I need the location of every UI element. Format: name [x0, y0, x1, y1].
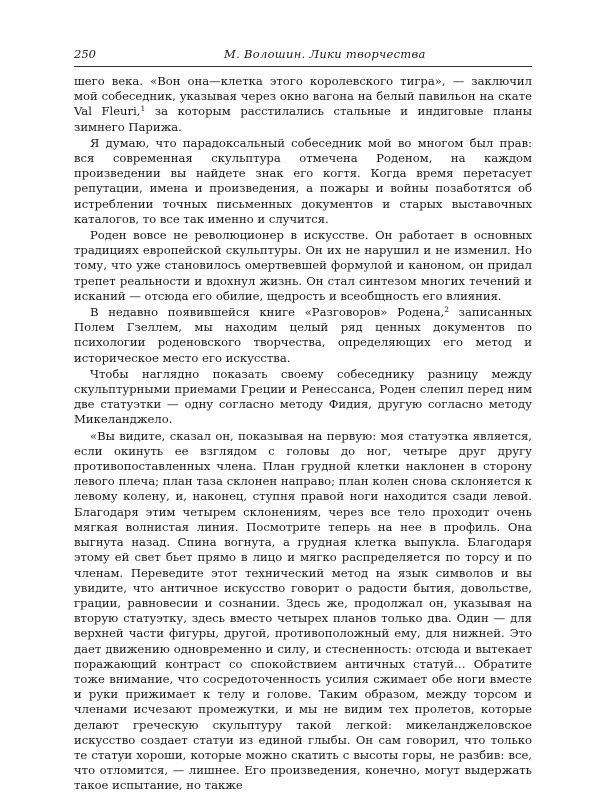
- page-header: [74, 44, 532, 67]
- footnote-marker: 1: [140, 104, 146, 114]
- paragraph: Чтобы наглядно показать своему собеседнику разницу между скульптурными приемами Греции и Ренессанса, Роден слепил перед ним две статуэтки — одну согласно методу Фидия, другую согласно методу Микеланджело.: [74, 366, 532, 427]
- running-title: М. Волошин. Лики творчества: [224, 47, 426, 61]
- footnote-marker: 2: [444, 305, 449, 315]
- paragraph: Роден вовсе не революционер в искусстве. Он работает в основных традициях европейской скульптуры. Он их не нарушил и не изменил. Но тому, что уже становилось омертвевшей формулой и каноном, он придал трепет реальности и вдохнул жизнь. Он стал синтезом многих течений и исканий — отсюда его обилие, щедрость и всеобщность его влияния.: [74, 228, 532, 303]
- page-number: 250: [74, 47, 96, 61]
- paragraph: В недавно появившейся книге «Разговоров» Родена,$^2$ записанных Полем Гзеллем, мы находим целый ряд ценных документов по психологии роденовского творчества, определяющих его метод и историческое место его искусства.: [74, 305, 532, 365]
- body-text: [74, 74, 532, 795]
- paragraph: шего века. «Вон она—клетка этого королевского тигра», — заключил мой собеседник, указывая через окно вагона на белый павильон на скате Val Fleuri,$^1$ за которым расстилались стальные и индиговые планы зимнего Парижа.: [74, 74, 532, 134]
- paragraph: Я думаю, что парадоксальный собеседник мой во многом был прав: вся современная скульптура отмечена Роденом, на каждом произведении вы найдете знак его когтя. Когда время перетасует репутации, имена и произведения, а пожары и войны позаботятся об истреблении точных письменных документов и старых выставочных каталогов, то все так именно и случится.: [74, 135, 532, 226]
- paragraph: «Вы видите, сказал он, показывая на первую: моя статуэтка является, если окинуть ее взглядом с головы до ног, четыре друг другу противопоставленных члена. План грудной клетки наклонен в сторону левого плеча; план таза склонен направо; план колен снова склоняется к левому колену, и, наконец, ступня правой ноги находится сзади левой. Благодаря этим четырем склонениям, через все тело проходит очень мягкая волнистая линия. Посмотрите теперь на нее в профиль. Она выгнута назад. Спина вогнута, а грудная клетка выпукла. Благодаря этому ей свет бьет прямо в лицо и мягко распределяется по торсу и по членам. Переведите этот технический метод на язык символов и вы увидите, что античное искусство говорит о радости бытия, довольстве, грации, равновесии и сознании. Здесь же, продолжал он, указывая на вторую статуэтку, здесь вместо четырех планов только два. Один — для верхней части фигуры, другой, противоположный ему, для нижней. Это дает движению одновременно и силу, и стесненность: отсюда и вытекает поражающий контраст со спокойствием античных статуй… Обратите тоже внимание, что сосредоточенность усилия сжимает обе ноги вместе и руки прижимает к телу и голове. Таким образом, между торсом и членами исчезают промежутки, и мы не видим тех пролетов, которые делают греческую скульптуру такой легкой: микеланджеловское искусство создает статуи из единой глыбы. Он сам говорил, что только те статуи хороши, которые можно скатить с высоты горы, не разбив: все, что отломится, — лишнее. Его произведения, конечно, могут выдержать такое испытание, но также: [74, 428, 532, 793]
